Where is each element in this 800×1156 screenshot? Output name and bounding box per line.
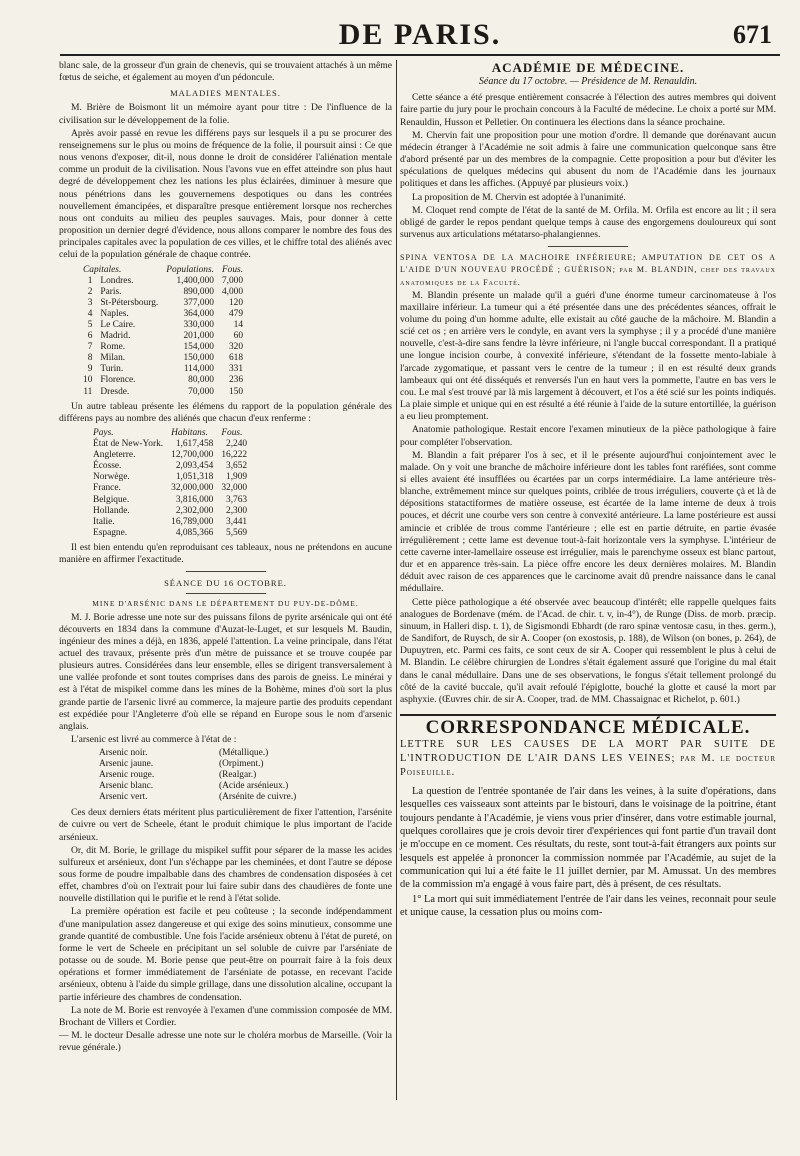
left-column — [59, 60, 392, 1055]
correspondance-subtitle: LETTRE SUR LES CAUSES DE LA MORT PAR SUITE DE L'INTRODUCTION DE L'AIR DANS LES VEINES; par M. le docteur Poiseuille. — [400, 739, 776, 779]
rank-cell: 11 — [83, 386, 93, 397]
section-rule — [548, 246, 628, 247]
rank-cell: 8 — [87, 353, 93, 364]
rank-cell: 5 — [87, 319, 93, 330]
arsenic-name: Arsenic noir. — [99, 748, 148, 759]
rank-cell: 4 — [87, 308, 93, 319]
population-cell: 890,000 — [183, 286, 214, 297]
table-row — [79, 298, 247, 309]
table-row — [79, 353, 247, 364]
table-row — [89, 450, 251, 461]
rank-cell: 7 — [87, 342, 93, 353]
column-divider — [396, 60, 397, 1100]
arsenic-name: Arsenic jaune. — [99, 759, 154, 770]
country-cell: Hollande. — [93, 505, 130, 516]
table2-note: Il est bien entendu qu'en reproduisant ces tableaux, nous ne prétendons en aucune manière en affirmer l'exactitude. — [59, 541, 392, 566]
mine-paragraph-4: Or, dit M. Borie, le grillage du mispikel suffit pour séparer de la masse les acides sulfureux et arsénieux, dont l'un s'échappe par les cheminées, et dont l'autre se dépose sous forme de poudre impalbable dans des chambres de condensation disposées à cet effet, chambres d'où on l'extrait pour lui faire subir dans des chaudières de fonte une nouvelle distillation qui le purifie et le rend à l'état solide. — [59, 844, 392, 905]
mine-paragraph-7: — M. le docteur Desalle adresse une note sur le choléra morbus de Marseille. (Voir la revue générale.) — [59, 1030, 392, 1054]
arsenic-form: (Orpiment.) — [219, 759, 264, 770]
habitans-cell: 4,085,366 — [175, 527, 214, 538]
fous-cell: 2,240 — [226, 439, 248, 450]
habitans-cell: 2,302,000 — [175, 505, 214, 516]
rank-cell: 1 — [87, 275, 93, 286]
population-cell: 154,000 — [183, 342, 214, 353]
academie-paragraph-2: M. Chervin fait une proposition pour une motion d'ordre. Il demande que dorénavant aucun médecin étranger à l'Académie ne soit admis à faire une communication quelconque sans être d'abord présenté par un des membres de la compagnie. Cette proposition a pour but d'éviter les spéculations de quelques médecins qui abusent du nom de l'Académie dans les journaux politiques et dans les affiches. (Appuyé par plusieurs voix.) — [400, 129, 776, 190]
spina-paragraph-2: Anatomie pathologique. Restait encore l'examen minutieux de la pièce pathologique à faire pour compléter l'observation. — [400, 424, 776, 448]
rank-cell: 9 — [87, 364, 93, 375]
fous-cell: 331 — [228, 364, 244, 375]
fous-cell: 479 — [228, 308, 244, 319]
table-row — [79, 364, 247, 375]
spina-paragraph-4: Cette pièce pathologique a été observée avec beaucoup d'intérêt; elle rappelle quelques faits analogues de Bordenave (mém. de l'Acad. de chir. t. v, in-4°), de Runge (Diss. de morb. præcip. sinuum, in Halleri disp. t. 1), de Sigismondi Ebhardt (de raro spinæ ventosæ casu, in thes. germ.), de Sandifort, de Ruysch, de sir A. Cooper (on exostosis, p. 188), de Wilson (on bones, p. 264), de Dupuytren, etc. Parmi ces faits, ce sont ceux de sir A. Cooper qui ressemblent le plus à celui de M. Blandin. Le célèbre chirurgien de Londres s'était également assuré que l'origine du mal était dans le canal médullaire. Dans une de ses observations, le fongus s'était tellement prolongé du côté de la cavité buccale, qu'il avait refoulé l'épiglotte, bouché la glotte et causé la mort par asphyxie. (Œuvres chir. de sir A. Cooper, trad. de MM. Chassaignac et Richelot, p. 601.) — [400, 596, 776, 705]
mine-paragraph-2: L'arsenic est livré au commerce à l'état de : — [71, 734, 237, 746]
capitals-table — [79, 265, 247, 398]
table-row — [89, 461, 251, 472]
table-row — [79, 387, 247, 398]
habitans-cell: 1,617,458 — [175, 439, 214, 450]
country-cell: Belgique. — [93, 494, 130, 505]
mine-paragraph-1: M. J. Borie adresse une note sur des puissans filons de pyrite arsénicale qui ont été découverts en 1834 dans la commune d'Auzat-le-Luget, et sur lesquels M. Baudin, ingénieur des mines a déjà, en 1836, appelé l'attention. La veine principale, dans l'état actuel des travaux, présente près d'un mètre de puissance et se trouve coupée par plusieurs autres. Considérées dans leur ensemble, elles se dirigent transversalement à une vallée profonde et sont toutes comprises dans des parois de gneiss. Le minérai y est à l'état de mispikel comme dans les mines de la Bohème, mines d'où sort la plus grande partie de l'arsenic livré au commerce, la majeure partie des produits cependant est expédiée pour l'Angleterre d'où elle se répand en Europe sous le nom d'arsenic anglais. — [59, 611, 392, 732]
arsenic-list — [99, 748, 392, 803]
city-cell: Londres. — [100, 275, 134, 286]
table-row — [79, 320, 247, 331]
fous-cell: 3,652 — [226, 461, 248, 472]
city-cell: St-Pétersbourg. — [100, 297, 159, 308]
city-cell: Rome. — [100, 342, 126, 353]
spina-heading: SPINA VENTOSA DE LA MACHOIRE INFÉRIEURE; AMPUTATION DE CET OS A L'AIDE D'UN NOUVEAU PROCÉDÉ ; GUÉRISON; par M. BLANDIN, chef des travaux anatomiques de la Faculté. — [400, 253, 776, 287]
capitals-header-fous: Fous. — [221, 264, 244, 275]
habitans-cell: 2,093,454 — [175, 461, 214, 472]
intro-paragraph: blanc sale, de la grosseur d'un grain de chenevis, qui se trouvaient attachés à un même fœtus de seiche, et également au moyen d'un pédoncule. — [59, 60, 392, 84]
population-cell: 1,400,000 — [176, 275, 214, 286]
table-row — [89, 517, 251, 528]
fous-cell: 60 — [233, 331, 244, 342]
right-column — [400, 60, 776, 920]
table-row — [79, 309, 247, 320]
academie-paragraph-1: Cette séance a été presque entièrement consacrée à l'élection des autres membres qui doivent faire partie du jury pour le prochain concours à la Faculté de médecine. Le choix a porté sur MM. Renauldin, Husson et Pelletier. On continuera les élections dans la séance prochaine. — [400, 92, 776, 128]
countries-header-habitans: Habitans. — [171, 427, 208, 438]
fous-cell: 3,441 — [226, 516, 248, 527]
arsenic-name: Arsenic blanc. — [99, 781, 154, 792]
population-cell: 364,000 — [183, 308, 214, 319]
arsenic-form: (Realgar.) — [219, 770, 257, 781]
table-row — [79, 342, 247, 353]
city-cell: Milan. — [100, 353, 126, 364]
table-row — [89, 483, 251, 494]
page-header — [60, 14, 780, 56]
arsenic-name: Arsenic vert. — [99, 792, 148, 803]
table-row — [79, 331, 247, 342]
rank-cell: 3 — [87, 297, 93, 308]
table-row — [89, 506, 251, 517]
section-rule — [186, 571, 266, 572]
academie-heading: ACADÉMIE DE MÉDECINE. — [491, 60, 685, 75]
fous-cell: 4,000 — [221, 286, 244, 297]
table-row — [89, 472, 251, 483]
fous-cell: 7,000 — [221, 275, 244, 286]
habitans-cell: 32,000,000 — [171, 483, 214, 494]
country-cell: État de New-York. — [93, 439, 164, 450]
arsenic-form: (Métallique.) — [219, 748, 269, 759]
table2-intro: Un autre tableau présente les élémens du rapport de la population générale des différens pays au nombre des aliénés que chacun d'eux renferme : — [59, 400, 392, 424]
mine-paragraph-5: La première opération est facile et peu coûteuse ; la seconde indépendamment d'une manipulation assez dangereuse et qui exige des soins minutieux, consomme une grande quantité de combustible. Une fois l'acide arsénieux obtenu à l'état de pureté, on forme le vert de Scheele en précipitant un sel soluble de cuivre par l'arséniate de potasse ou de soude. M. Borie pense que peut-être on pourrait faire à la fois deux opérations et former immédiatement de l'arséniate de potasse, en recevant l'acide arsénieux, obtenu à l'aide du simple grillage, dans une dissolution alcaline, occupant la partie inférieure des chambres de condensation. — [59, 906, 392, 1003]
maladies-paragraph-1: M. Brière de Boismont lit un mémoire ayant pour titre : De l'influence de la civilisation sur le développement de la folie. — [59, 102, 392, 126]
mine-heading: MINE D'ARSÉNIC DANS LE DÉPARTEMENT DU PUY-DE-DÔME. — [92, 599, 359, 609]
country-cell: Espagne. — [93, 527, 128, 538]
population-cell: 201,000 — [183, 331, 214, 342]
mine-paragraph-6: La note de M. Borie est renvoyée à l'examen d'une commission composée de MM. Brochant de Villers et Cordier. — [59, 1004, 392, 1028]
city-cell: Madrid. — [100, 331, 131, 342]
country-cell: Norwège. — [93, 472, 130, 483]
fous-cell: 3,763 — [226, 494, 248, 505]
population-cell: 150,000 — [183, 353, 214, 364]
arsenic-form: (Acide arsénieux.) — [219, 781, 289, 792]
city-cell: Le Caire. — [100, 319, 136, 330]
city-cell: Naples. — [100, 308, 129, 319]
table-row — [79, 276, 247, 287]
arsenic-name: Arsenic rouge. — [99, 770, 155, 781]
country-cell: Angleterre. — [93, 450, 136, 461]
maladies-heading: MALADIES MENTALES. — [170, 88, 281, 99]
fous-cell: 320 — [228, 342, 244, 353]
fous-cell: 32,000 — [221, 483, 248, 494]
list-item — [99, 748, 392, 759]
fous-cell: 618 — [228, 353, 244, 364]
rank-cell: 2 — [87, 286, 93, 297]
country-cell: Écosse. — [93, 461, 122, 472]
fous-cell: 2,300 — [226, 505, 248, 516]
section-rule — [186, 593, 266, 594]
habitans-cell: 1,051,318 — [175, 472, 214, 483]
population-cell: 114,000 — [183, 364, 214, 375]
capitals-header-capitales: Capitales. — [83, 264, 122, 275]
country-cell: Italie. — [93, 516, 115, 527]
habitans-cell: 12,700,000 — [171, 450, 214, 461]
table-row — [79, 287, 247, 298]
fous-cell: 5,569 — [226, 527, 248, 538]
fous-cell: 236 — [228, 375, 244, 386]
countries-table — [89, 428, 251, 539]
city-cell: Florence. — [100, 375, 136, 386]
page-title: DE PARIS. — [338, 18, 502, 51]
seance-heading: SÉANCE DU 16 OCTOBRE. — [164, 578, 287, 589]
population-cell: 80,000 — [188, 375, 214, 386]
table-row — [89, 528, 251, 539]
city-cell: Dresde. — [100, 386, 130, 397]
page-number: 671 — [733, 20, 772, 49]
list-item — [99, 792, 392, 803]
list-item — [99, 770, 392, 781]
list-item — [99, 759, 392, 770]
list-item — [99, 781, 392, 792]
academie-paragraph-3: La proposition de M. Chervin est adoptée à l'unanimité. — [412, 191, 626, 203]
table-row — [89, 439, 251, 450]
city-cell: Turin. — [100, 364, 124, 375]
rank-cell: 6 — [87, 331, 93, 342]
fous-cell: 14 — [233, 319, 244, 330]
maladies-paragraph-2: Après avoir passé en revue les différens pays sur lesquels il a pu se procurer des renseignemens sur le plus ou moins de fréquence de la folie, il poursuit ainsi : Ce que nous venons d'exposer, dit-il, nous donne le droit de considérer l'aliénation mentale comme un produit de la civilisation. Nous l'avons vue en effet atteindre son plus haut degré de développement chez les nations les plus éclairées, diminuer à mesure que nous pénétrions dans les gouvernemens despotiques ou dans les contrées nouvellement émancipées, et disparaître presque entièrement lorsque nos recherches nous ont conduits au milieu des peuples sauvages. Mais, pour donner à cette proposition un dernier degré d'évidence, nous allons comparer le nombre des fous des principales capitales avec la population de ces villes, et le chiffre total des aliénés avec celui de la population générale de chaque contrée. — [59, 127, 392, 261]
fous-cell: 16,222 — [221, 450, 248, 461]
rank-cell: 10 — [83, 375, 93, 386]
habitans-cell: 16,789,000 — [171, 516, 214, 527]
arsenic-form: (Arsénite de cuivre.) — [219, 792, 297, 803]
city-cell: Paris. — [100, 286, 122, 297]
spina-paragraph-3: M. Blandin a fait préparer l'os à sec, et il le présente aujourd'hui conjointement avec le malade. On y voit une branche de mâchoire inférieure dont les tables font raréfiées, sont comme si elles avaient été insufflées ou écartées par un corps intermédiaire. La lame antérieure très-blanche, extrêmement mince sur quelques points, criblée de trous irréguliers, couverte çà et là de dépositions statactiformes de matière osseuse, est écartée de la lame interne de deux à trois pouces, et décrit une courbe vers son centre à convexité antérieure. La lame postérieure est aussi amincie et criblée de trous comme l'antérieure ; elle est en partie détruite, en partie évasée irrégulièrement ; cette lame est devenue tout-à-fait horizontale vers la symphyse. L'intérieur de cette caverne inter-lamellaire osseuse est irrégulier, mais le parenchyme osseux est blanc partout, dur et en apparence très-sain. La pièce offre encore les deux dernières molaires. M. Blandin déduit avec raison de ces apparences que le carcinome avait dû prendre naissance dans le canal médullaire. — [400, 449, 776, 595]
habitans-cell: 3,816,000 — [175, 494, 214, 505]
table-row — [89, 495, 251, 506]
countries-header-pays: Pays. — [93, 427, 114, 438]
population-cell: 330,000 — [183, 319, 214, 330]
population-cell: 70,000 — [188, 386, 214, 397]
correspondance-paragraph-2: 1° La mort qui suit immédiatement l'entrée de l'air dans les veines, reconnait pour seule et unique cause, la cessation plus ou moins com- — [400, 893, 776, 918]
mine-paragraph-3: Ces deux derniers états méritent plus particulièrement de fixer l'attention, l'arsénite de cuivre ou vert de Scheele, étant le produit chimique le plus important de l'acide arsénieux. — [59, 807, 392, 843]
correspondance-paragraph-1: La question de l'entrée spontanée de l'air dans les veines, à la suite d'opérations, dans lesquelles ces vaisseaux sont atteints par le bistouri, dans le voisinage de la poitrine, étant toujours pendante à l'Académie, je viens vous prier d'insérer, dans votre estimable journal, quelques corollaires que je crois devoir tirer d'expériences qui font partie d'un travail dont je m'occupe en ce moment. Ces résultats, du reste, sont tout-à-fait étrangers aux points sur lesquels est appelée à prononcer la commission nommée par l'Académie, au sujet de la communication qui lui a été faite le 11 juillet dernier, par M. Amussat. Un des membres de la commission m'a engagé à vous faire part, dès à présent, de ces résultats. — [400, 786, 776, 891]
population-cell: 377,000 — [183, 297, 214, 308]
spina-paragraph-1: M. Blandin présente un malade qu'il a guéri d'une énorme tumeur carcinomateuse à l'os maxillaire inférieur. La tumeur qui a été présentée dans une des précédentes séances, offrait le volume du poing d'un homme adulte, elle existait au côté gauche de la mâchoire. M. Blandin a scié cet os ; en arrière vers le condyle, en avant vers la symphyse ; il y a procédé d'une manière nouvelle, c'est-à-dire sans fendre la lèvre inférieure, ni l'angle buccal correspondant. Il a pratiqué une longue incision courbe, à convexité inférieure, s'étendant de la fossette mento-labiale à l'arcade zygomatique, et passant vers le centre de la tumeur ; il en est résulté deux grands lambeaux qui ont été disséqués et renversés l'un en haut vers la pommette, l'autre en bas vers le cou. Le mal s'est trouvé par là mis largement à découvert, et l'os a été scié sur les points indiqués. La plaie simple et unique qui en est résulté a été réunie à l'aide de la suture entortillée, la guérison a eu lieu promptement. — [400, 289, 776, 423]
table-row — [79, 375, 247, 386]
country-cell: France. — [93, 483, 121, 494]
fous-cell: 150 — [228, 386, 244, 397]
academie-subheading: Séance du 17 octobre. — Présidence de M. Renauldin. — [478, 76, 698, 88]
fous-cell: 1,909 — [226, 472, 248, 483]
academie-paragraph-4: M. Cloquet rend compte de l'état de la santé de M. Orfila. M. Orfila est encore au lit ; il sera obligé de garder le repos pendant quelque temps à cause des engorgemens douloureux qui sont survenus aux articulations métatarso-phalangiennes. — [400, 204, 776, 241]
countries-header-fous: Fous. — [221, 427, 243, 438]
capitals-header-populations: Populations. — [166, 264, 214, 275]
correspondance-body — [400, 785, 776, 919]
fous-cell: 120 — [228, 297, 244, 308]
correspondance-title: CORRESPONDANCE MÉDICALE. — [400, 714, 776, 734]
